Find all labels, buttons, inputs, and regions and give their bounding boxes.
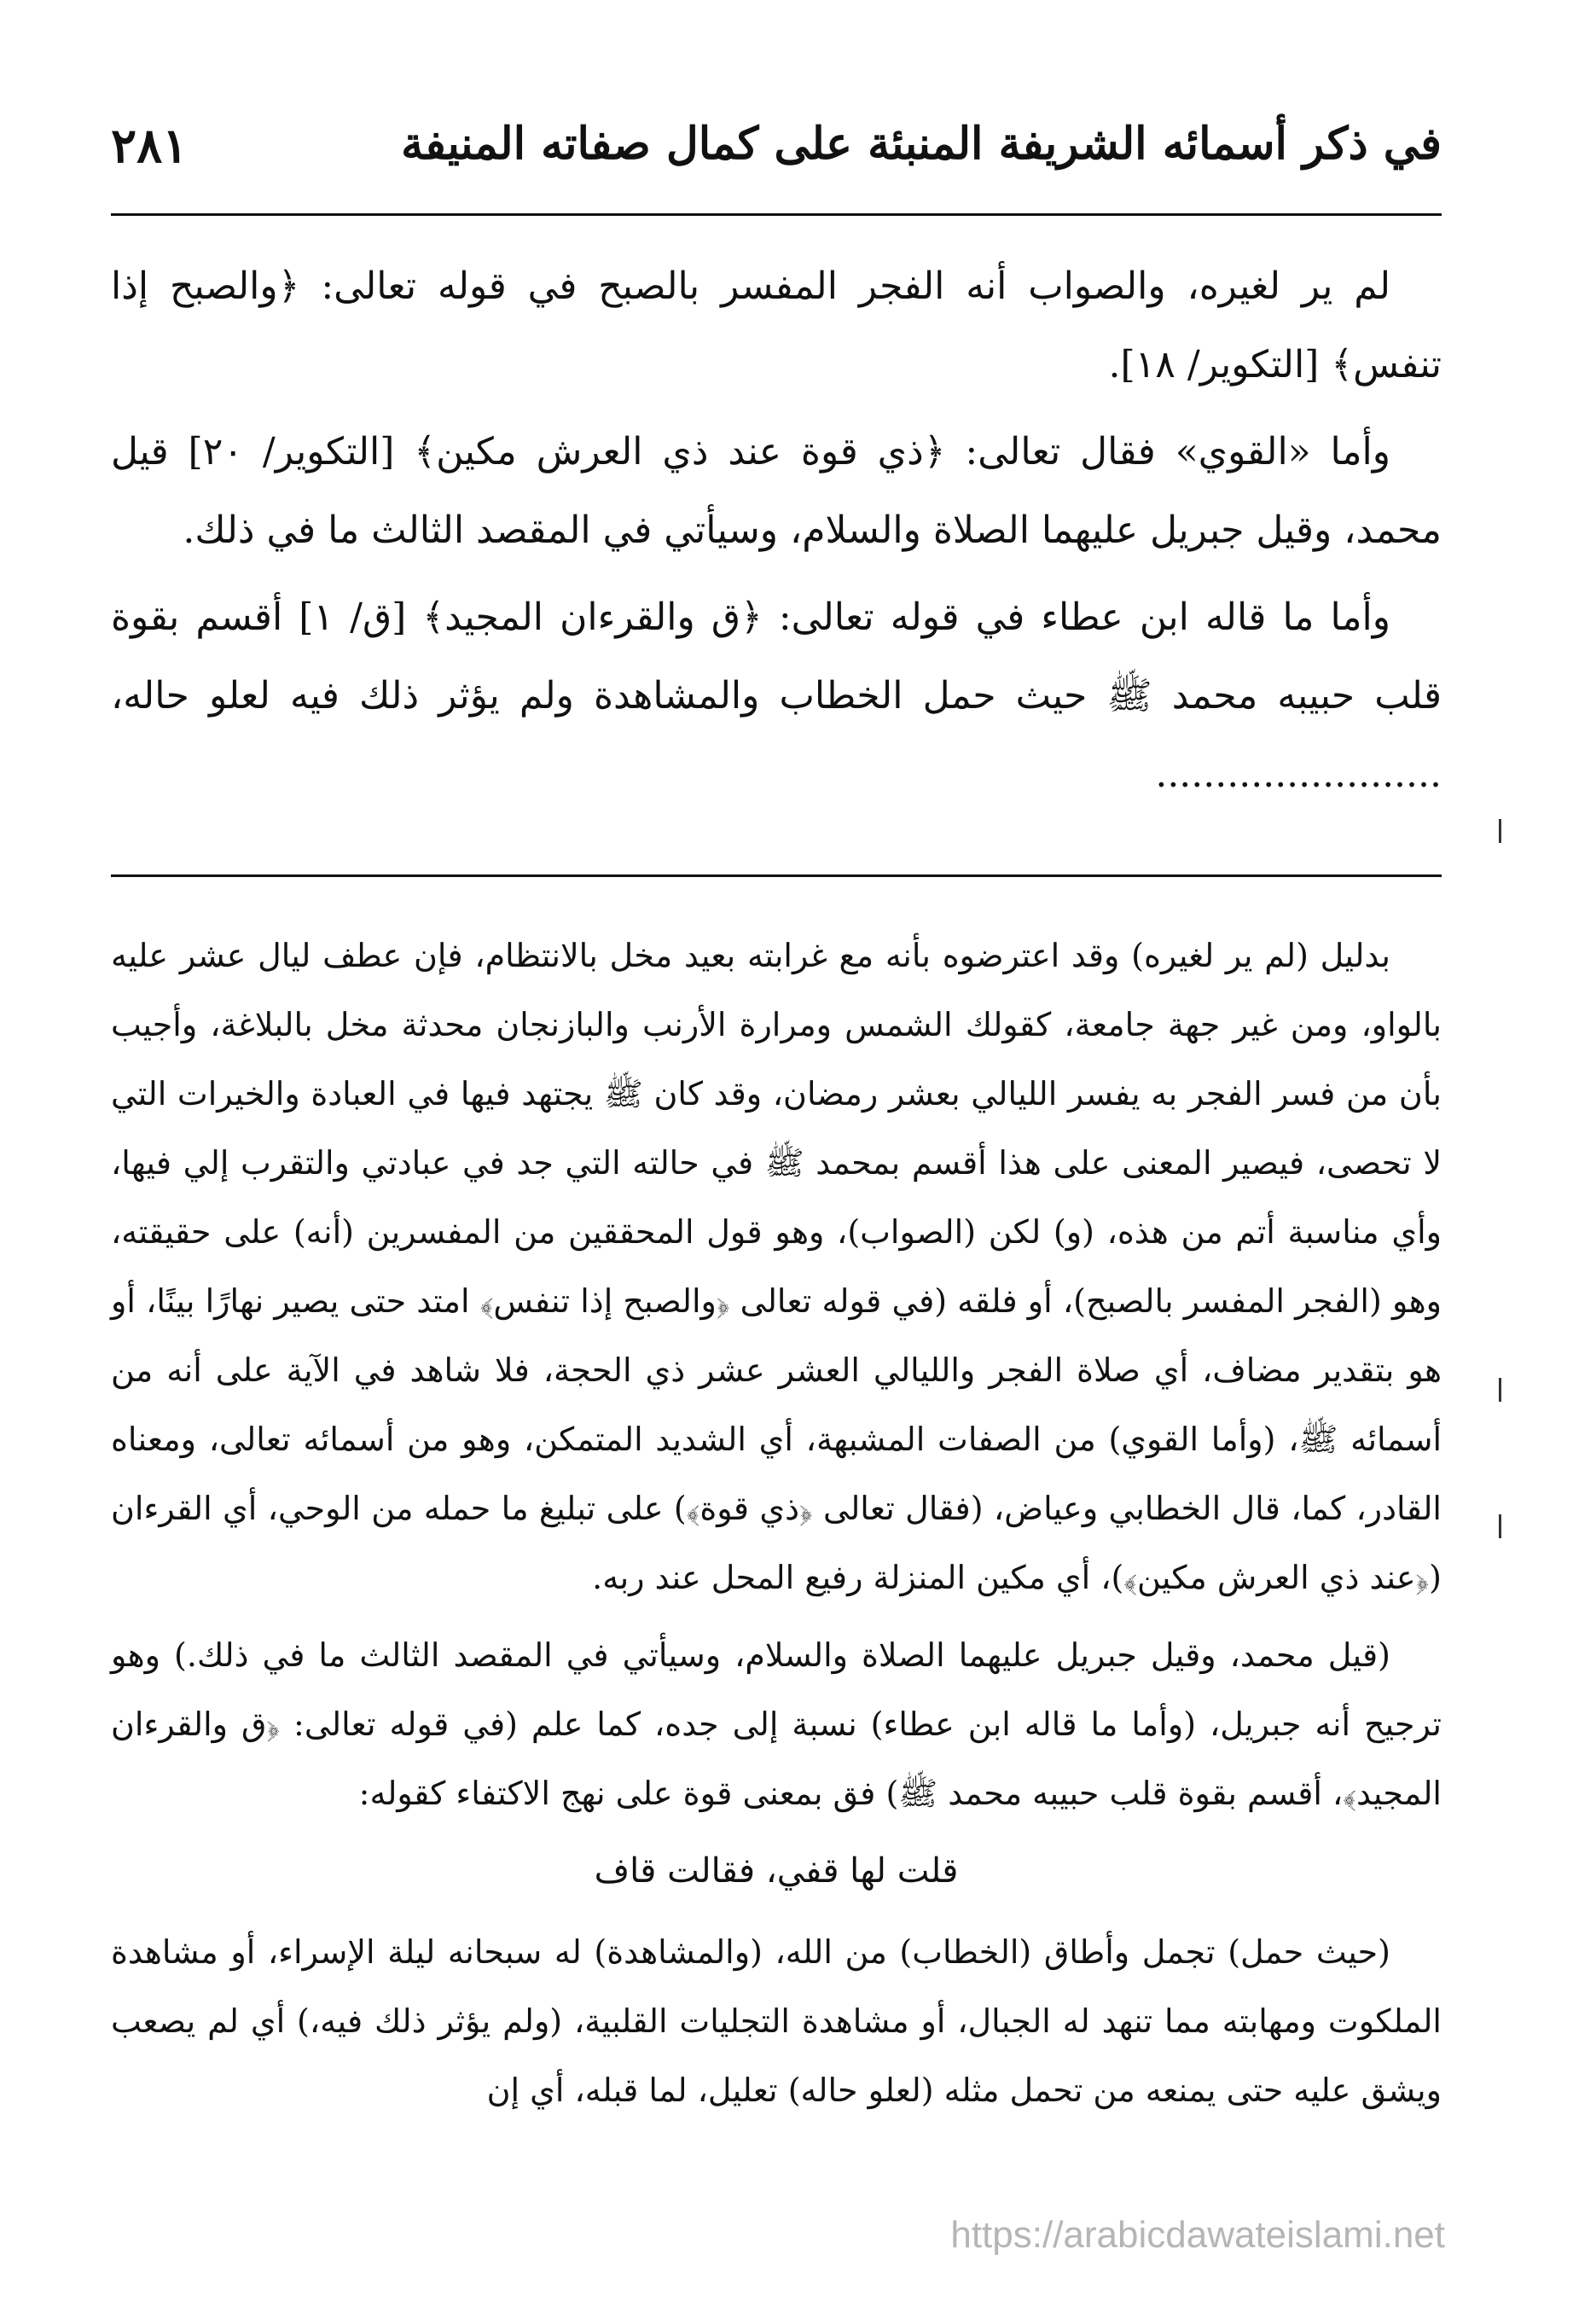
page-number: ٢٨١ [111, 118, 189, 174]
main-text-paragraph-3-text: وأما ما قاله ابن عطاء في قوله تعالى: ﴿ق والقرءان المجيد﴾ [ق/ ١] أقسم بقوة قلب حبيبه محمد ﷺ حيث حمل الخطاب والمشاهدة ولم يؤثر ذلك فيه لعلو حاله، [111, 596, 1442, 718]
source-watermark: https://arabicdawateislami.net [950, 2214, 1445, 2256]
main-text [111, 247, 1442, 822]
commentary-text [111, 921, 1442, 2134]
main-text-paragraph-3 [111, 578, 1442, 814]
margin-mark [1499, 1378, 1501, 1402]
continuation-dots: ........................ [1155, 752, 1442, 796]
commentary-paragraph-1: بدليل (لم ير لغيره) وقد اعترضوه بأنه مع غرابته بعيد مخل بالانتظام، فإن عطف ليال عشر عليه بالواو، ومن غير جهة جامعة، كقولك الشمس ومرارة الأرنب والبازنجان محدثة مخل بالبلاغة، وأجيب بأن من فسر الفجر به يفسر الليالي بعشر رمضان، وقد كان ﷺ يجتهد فيها في العبادة والخيرات التي لا تحصى، فيصير المعنى على هذا أقسم بمحمد ﷺ في حالته التي جد في عبادتي والتقرب إلي فيها، وأي مناسبة أتم من هذه، (و) لكن (الصواب)، وهو قول المحققين من المفسرين (أنه) على حقيقته، وهو (الفجر المفسر بالصبح)، أو فلقه (في قوله تعالى ﴿والصبح إذا تنفس﴾ امتد حتى يصير نهارًا بينًا، أو هو بتقدير مضاف، أي صلاة الفجر والليالي العشر عشر ذي الحجة، فلا شاهد في الآية على أنه من أسمائه ﷺ، (وأما القوي) من الصفات المشبهة، أي الشديد المتمكن، وهو من أسمائه تعالى، ومعناه القادر، كما، قال الخطابي وعياض، (فقال تعالى ﴿ذي قوة﴾) على تبليغ ما حمله من الوحي، أي القرءان (﴿عند ذي العرش مكين﴾)، أي مكين المنزلة رفيع المحل عند ربه. [111, 937, 1442, 1596]
main-text-paragraph-2: وأما «القوي» فقال تعالى: ﴿ذي قوة عند ذي العرش مكين﴾ [التكوير/ ٢٠] قيل محمد، وقيل جبريل عليهما الصلاة والسلام، وسيأتي في المقصد الثالث ما في ذلك. [111, 430, 1442, 552]
header-rule [111, 213, 1442, 216]
margin-mark [1499, 819, 1501, 843]
section-divider-rule [111, 874, 1442, 877]
poetry-verse: قلت لها قفي، فقالت قاف [594, 1851, 959, 1891]
commentary-paragraph-2: (قيل محمد، وقيل جبريل عليهما الصلاة والسلام، وسيأتي في المقصد الثالث ما في ذلك.) وهو ترجيح أنه جبريل، (وأما ما قاله ابن عطاء) نسبة إلى جده، كما علم (في قوله تعالى: ﴿ق والقرءان المجيد﴾، أقسم بقوة قلب حبيبه محمد ﷺ) فق بمعنى قوة على نهج الاكتفاء كقوله: [111, 1636, 1442, 1812]
running-title: في ذكر أسمائه الشريفة المنبئة على كمال صفاته المنيفة [401, 118, 1442, 170]
commentary-paragraph-3: (حيث حمل) تجمل وأطاق (الخطاب) من الله، (والمشاهدة) له سبحانه ليلة الإسراء، أو مشاهدة الملكوت ومهابته مما تنهد له الجبال، أو مشاهدة التجليات القلبية، (ولم يؤثر ذلك فيه،) أي لم يصعب ويشق عليه حتى يمنعه من تحمل مثله (لعلو حاله) تعليل، لما قبله، أي إن [111, 1933, 1442, 2109]
margin-mark [1499, 1514, 1501, 1538]
page-header [111, 111, 1442, 188]
main-text-paragraph-1: لم ير لغيره، والصواب أنه الفجر المفسر بالصبح في قوله تعالى: ﴿والصبح إذا تنفس﴾ [التكوير/ ١٨]. [111, 264, 1442, 386]
